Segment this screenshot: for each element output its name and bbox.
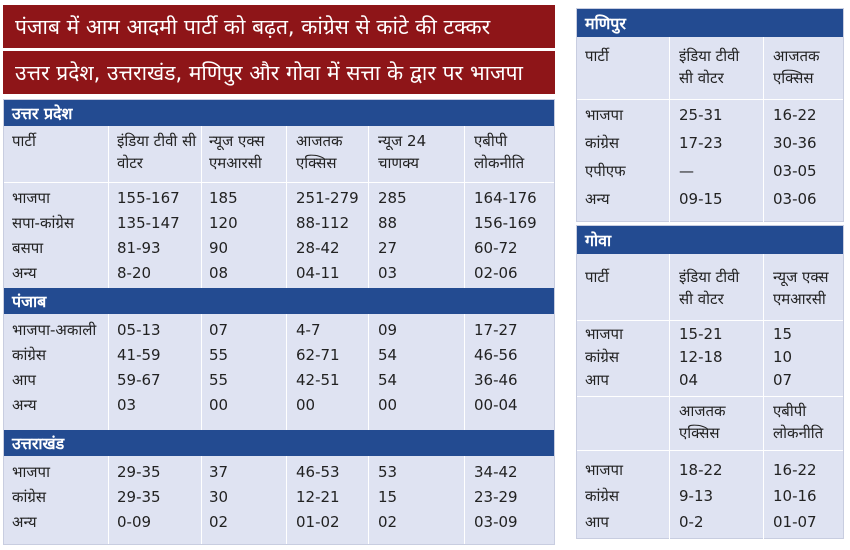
seat-projection: 01-07	[773, 513, 817, 531]
seat-projection: 46-53	[296, 463, 340, 481]
seat-projection: 03	[117, 396, 137, 414]
seat-projection: 18-22	[679, 461, 723, 479]
seat-projection: 41-59	[117, 346, 161, 364]
seat-projection: 46-56	[474, 346, 518, 364]
seat-projection: 60-72	[474, 239, 518, 257]
seat-projection: 120	[209, 214, 238, 232]
seat-projection: 17-23	[679, 134, 723, 152]
party-name: कांग्रेस	[12, 488, 47, 506]
table-row	[4, 393, 554, 417]
headline-text: पंजाब में आम आदमी पार्टी को बढ़त, कांग्रेस से कांटे की टक्कर	[15, 14, 491, 39]
seat-projection: 00	[378, 396, 398, 414]
party-name: सपा-कांग्रेस	[12, 214, 74, 232]
table-row	[577, 345, 843, 369]
seat-projection: 09	[378, 321, 398, 339]
seat-projection: 37	[209, 463, 229, 481]
column-header-aajtak-axis: आजतक एक्सिस	[296, 132, 343, 172]
seat-projection: 164-176	[474, 189, 537, 207]
seat-projection: 90	[209, 239, 229, 257]
seat-projection: 10-16	[773, 487, 817, 505]
seat-projection: 54	[378, 371, 398, 389]
party-name: कांग्रेस	[585, 487, 620, 505]
seat-projection: 9-13	[679, 487, 714, 505]
party-name: अन्य	[12, 264, 37, 282]
party-name: भाजपा	[12, 463, 50, 481]
seat-projection: 04-11	[296, 264, 340, 282]
header-divider	[577, 99, 843, 100]
column-header-abp-lokniti: एबीपी लोकनीति	[474, 132, 525, 172]
headline-banner-punjab	[3, 5, 555, 48]
section-header-uttar-pradesh: उत्तर प्रदेश	[4, 100, 554, 126]
seat-projection: 02	[378, 513, 398, 531]
seat-projection: 12-18	[679, 348, 723, 366]
table-row	[577, 322, 843, 346]
seat-projection: 03	[378, 264, 398, 282]
party-name: आप	[585, 513, 609, 531]
seat-projection: 88-112	[296, 214, 350, 232]
table-row	[4, 211, 554, 235]
table-row	[577, 484, 843, 508]
party-name: कांग्रेस	[12, 346, 47, 364]
seat-projection: 42-51	[296, 371, 340, 389]
seat-projection: 04	[679, 371, 699, 389]
column-header-party: पार्टी	[585, 268, 609, 286]
party-name: अन्य	[585, 190, 610, 208]
seat-projection: 00-04	[474, 396, 518, 414]
seat-projection: 185	[209, 189, 238, 207]
party-name: एपीएफ	[585, 162, 626, 180]
header-divider	[577, 320, 843, 321]
seat-projection: 29-35	[117, 488, 161, 506]
column-header-india-tv-cvoter: इंडिया टीवी सी वोटर	[679, 47, 740, 87]
table-row	[577, 187, 843, 211]
seat-projection: 07	[773, 371, 793, 389]
seat-projection: 09-15	[679, 190, 723, 208]
seat-projection: 02	[209, 513, 229, 531]
seat-projection: —	[679, 162, 694, 180]
seat-projection: 15-21	[679, 325, 723, 343]
column-header-newsx-mrc: न्यूज एक्स एमआरसी	[209, 132, 265, 172]
seat-projection: 34-42	[474, 463, 518, 481]
seat-projection: 03-05	[773, 162, 817, 180]
seat-projection: 55	[209, 371, 229, 389]
seat-projection: 251-279	[296, 189, 359, 207]
seat-projection: 07	[209, 321, 229, 339]
seat-projection: 4-7	[296, 321, 321, 339]
table-row	[4, 186, 554, 210]
section-header-uttarakhand: उत्तराखंड	[4, 430, 554, 456]
seat-projection: 55	[209, 346, 229, 364]
seat-projection: 17-27	[474, 321, 518, 339]
seat-projection: 05-13	[117, 321, 161, 339]
seat-projection: 54	[378, 346, 398, 364]
seat-projection: 28-42	[296, 239, 340, 257]
header-divider	[4, 182, 554, 183]
party-name: अन्य	[12, 513, 37, 531]
manipur-results-table	[576, 8, 844, 222]
column-header-newsx-mrc: न्यूज एक्स एमआरसी	[773, 268, 829, 308]
seat-projection: 29-35	[117, 463, 161, 481]
seat-projection: 12-21	[296, 488, 340, 506]
left-results-table	[3, 99, 555, 545]
seat-projection: 15	[378, 488, 398, 506]
column-header-aajtak-axis: आजतक एक्सिस	[679, 402, 726, 442]
seat-projection: 62-71	[296, 346, 340, 364]
party-name: आप	[585, 371, 609, 389]
table-row	[577, 159, 843, 183]
section-header-goa: गोवा	[577, 226, 843, 254]
table-row	[4, 368, 554, 392]
party-name: कांग्रेस	[585, 134, 620, 152]
seat-projection: 00	[209, 396, 229, 414]
seat-projection: 27	[378, 239, 398, 257]
table-row	[577, 510, 843, 534]
seat-projection: 10	[773, 348, 793, 366]
seat-projection: 156-169	[474, 214, 537, 232]
party-name: बसपा	[12, 239, 44, 257]
seat-projection: 155-167	[117, 189, 180, 207]
headline-text: उत्तर प्रदेश, उत्तराखंड, मणिपुर और गोवा में सत्ता के द्वार पर भाजपा	[15, 60, 523, 85]
table-row	[4, 236, 554, 260]
seat-projection: 0-2	[679, 513, 704, 531]
seat-projection: 15	[773, 325, 793, 343]
seat-projection: 0-09	[117, 513, 152, 531]
party-name: भाजपा-अकाली	[12, 321, 97, 339]
column-header-party: पार्टी	[12, 132, 36, 150]
party-name: कांग्रेस	[585, 348, 620, 366]
seat-projection: 81-93	[117, 239, 161, 257]
party-name: अन्य	[12, 396, 37, 414]
seat-projection: 8-20	[117, 264, 152, 282]
seat-projection: 16-22	[773, 106, 817, 124]
seat-projection: 03-06	[773, 190, 817, 208]
seat-projection: 59-67	[117, 371, 161, 389]
table-row	[4, 485, 554, 509]
section-header-punjab: पंजाब	[4, 288, 554, 314]
header-divider	[577, 450, 843, 451]
seat-projection: 135-147	[117, 214, 180, 232]
table-row	[4, 261, 554, 285]
seat-projection: 53	[378, 463, 398, 481]
column-header-news24-chanakya: न्यूज 24 चाणक्य	[378, 132, 427, 172]
seat-projection: 25-31	[679, 106, 723, 124]
table-row	[577, 131, 843, 155]
party-name: भाजपा	[585, 325, 623, 343]
party-name: आप	[12, 371, 36, 389]
seat-projection: 30-36	[773, 134, 817, 152]
seat-projection: 02-06	[474, 264, 518, 282]
column-header-india-tv-cvoter: इंडिया टीवी सी वोटर	[679, 268, 740, 308]
party-name: भाजपा	[12, 189, 50, 207]
seat-projection: 285	[378, 189, 407, 207]
seat-projection: 36-46	[474, 371, 518, 389]
column-header-india-tv-cvoter: इंडिया टीवी सी वोटर	[117, 132, 197, 172]
column-header-aajtak-axis: आजतक एक्सिस	[773, 47, 820, 87]
seat-projection: 88	[378, 214, 398, 232]
headline-banner-bjp	[3, 51, 555, 94]
goa-results-table	[576, 225, 844, 539]
table-row	[577, 458, 843, 482]
table-row	[4, 460, 554, 484]
column-header-party: पार्टी	[585, 47, 609, 65]
party-name: भाजपा	[585, 106, 623, 124]
seat-projection: 03-09	[474, 513, 518, 531]
table-row	[4, 343, 554, 367]
seat-projection: 23-29	[474, 488, 518, 506]
party-name: भाजपा	[585, 461, 623, 479]
seat-projection: 00	[296, 396, 316, 414]
table-row	[4, 318, 554, 342]
seat-projection: 08	[209, 264, 229, 282]
seat-projection: 16-22	[773, 461, 817, 479]
section-header-manipur: मणिपुर	[577, 9, 843, 37]
table-row	[577, 103, 843, 127]
table-row	[4, 510, 554, 534]
table-row	[577, 368, 843, 392]
column-header-abp-lokniti: एबीपी लोकनीति	[773, 402, 824, 442]
seat-projection: 01-02	[296, 513, 340, 531]
subtable-divider	[577, 396, 843, 397]
seat-projection: 30	[209, 488, 229, 506]
